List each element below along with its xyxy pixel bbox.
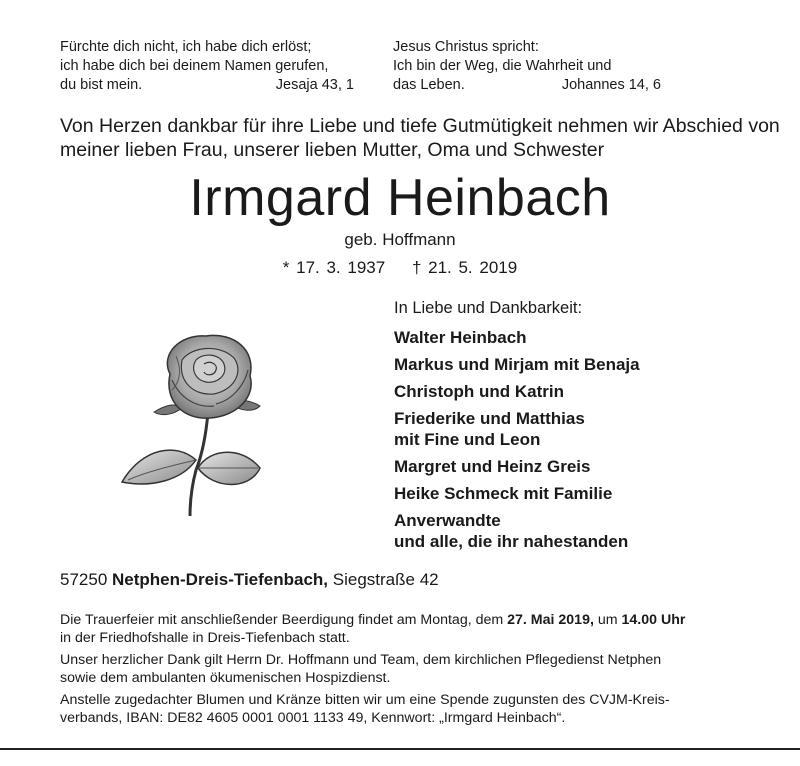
funeral-notice [60,612,750,647]
verse-left-reference: Jesaja 43, 1 [275,77,354,93]
verse-left-line: du bist mein. [60,77,143,93]
intro-line: meiner lieben Frau, unserer lieben Mutter, Oma und Schwester [60,139,605,161]
mourner-entry [394,456,754,477]
deceased-name: Irmgard Heinbach [189,169,611,227]
verse-right-line: Jesus Christus spricht: [393,39,539,55]
mourner-line: mit Fine und Leon [394,430,541,449]
donation-line: Anstelle zugedachter Blumen und Kränze bitten wir um eine Spende zugunsten des CVJM-Kreis- [60,692,670,708]
verse-right-reference: Johannes 14, 6 [561,77,661,93]
mourner-entry [394,381,754,402]
mourners-heading: In Liebe und Dankbarkeit: [394,299,583,317]
mourner-line: Heike Schmeck mit Familie [394,484,613,503]
mourner-line: Walter Heinbach [394,328,527,347]
intro-line: Von Herzen dankbar für ihre Liebe und tiefe Gutmütigkeit nehmen wir Abschied von [60,115,780,137]
donation-notice [60,692,750,727]
mourner-entry [394,408,754,450]
mourner-entry [394,483,754,504]
mourners-list [394,298,754,558]
intro-text [60,114,780,162]
address-city: Netphen-Dreis-Tiefenbach, [112,570,329,589]
life-dates [0,257,800,279]
thanks-line: Unser herzlicher Dank gilt Herrn Dr. Hoffmann und Team, dem kirchlichen Pflegedienst Netphen [60,652,662,668]
mourner-line: Markus und Mirjam mit Benaja [394,355,640,374]
verse-right-line: das Leben. [393,77,465,93]
verse-left-last [60,76,354,95]
family-address [60,569,439,591]
verse-left-line: Fürchte dich nicht, ich habe dich erlöst; [60,39,312,55]
thanks-line: sowie dem ambulanten ökumenischen Hospizdienst. [60,669,391,686]
funeral-date: 27. Mai 2019, [507,612,594,628]
mourner-line: Friederike und Matthias [394,409,585,428]
verse-right [393,38,661,95]
death-date: † 21. 5. 2019 [411,258,518,277]
mourner-entry [394,327,754,348]
mourner-entry [394,510,754,552]
mourner-line: Margret und Heinz Greis [394,457,591,476]
bottom-border [0,748,800,766]
mourner-line: Anverwandte [394,511,501,530]
verse-left-line: ich habe dich bei deinem Namen gerufen, [60,58,329,74]
address-zip: 57250 [60,570,108,589]
funeral-text: Die Trauerfeier mit anschließender Beerdigung findet am Montag, dem [60,612,508,628]
funeral-location: in der Friedhofshalle in Dreis-Tiefenbach statt. [60,629,350,646]
address-street: Siegstraße 42 [332,570,439,589]
maiden-name: geb. Hoffmann [344,230,456,249]
donation-line: verbands, IBAN: DE82 4605 0001 0001 1133 49, Kennwort: „Irmgard Heinbach“. [60,709,566,726]
funeral-text: um [593,612,622,628]
funeral-notice-line [60,612,750,630]
verse-right-line: Ich bin der Weg, die Wahrheit und [393,58,612,74]
thanks-notice [60,652,750,687]
mourner-line: Christoph und Katrin [394,382,564,401]
rose-icon [110,320,290,520]
verse-right-last [393,76,661,95]
mourner-line: und alle, die ihr nahestanden [394,532,629,551]
verse-left [60,38,354,95]
mourner-entry [394,354,754,375]
birth-date: * 17. 3. 1937 [282,258,386,277]
funeral-time: 14.00 Uhr [621,612,686,628]
